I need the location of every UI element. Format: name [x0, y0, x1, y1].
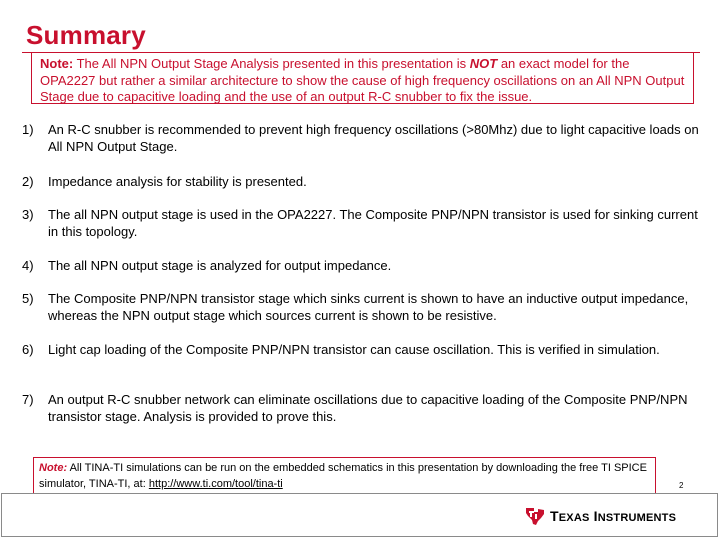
- note-text-part-2: an exact model for the OPA2227 but rather a similar architecture to show the cause of high frequency oscillations on an All NPN Output Stage due to capacitive loading and the use of an output R-C snubber to fix the issue.: [40, 56, 685, 104]
- item-number: 2): [22, 174, 34, 189]
- item-text: An R-C snubber is recommended to prevent high frequency oscillations (>80Mhz) due to light capacitive loads on All NPN Output Stage.: [48, 122, 699, 154]
- note-label: Note:: [40, 56, 74, 71]
- tina-ti-link[interactable]: http://www.ti.com/tool/tina-ti: [148, 478, 283, 490]
- item-number: 4): [22, 258, 34, 273]
- page-title: Summary: [26, 20, 146, 50]
- tina-ti-note: [33, 457, 656, 494]
- note-emphasis: NOT: [469, 56, 498, 71]
- item-number: 7): [22, 392, 34, 407]
- item-number: 1): [22, 122, 34, 137]
- disclaimer-note: [31, 52, 694, 104]
- item-text: An output R-C snubber network can eliminate oscillations due to capacitive loading of the Composite PNP/NPN transistor stage. Analysis is provided to prove this.: [48, 392, 688, 424]
- item-text: The all NPN output stage is analyzed for output impedance.: [48, 258, 392, 273]
- item-number: 6): [22, 342, 34, 357]
- footnote-text: All TINA-TI simulations can be run on the embedded schematics in this presentation by downloading the free TI SPICE simulator, TINA-TI, at:: [39, 462, 647, 490]
- item-text: Light cap loading of the Composite PNP/NPN transistor can cause oscillation. This is verified in simulation.: [48, 342, 660, 357]
- note-text-part-1: The All NPN Output Stage Analysis presented in this presentation is: [76, 56, 467, 71]
- item-number: 3): [22, 207, 34, 222]
- ti-state-icon: [524, 505, 546, 527]
- ti-wordmark: TEXAS INSTRUMENTS: [550, 508, 677, 524]
- footnote-label: Note:: [39, 462, 68, 474]
- item-text: The Composite PNP/NPN transistor stage which sinks current is shown to have an inductive output impedance, whereas the NPN output stage which sources current is shown to be resistive.: [48, 291, 689, 323]
- item-text: The all NPN output stage is used in the OPA2227. The Composite PNP/NPN transistor is used for sinking current in this topology.: [48, 207, 698, 239]
- item-number: 5): [22, 291, 34, 306]
- texas-instruments-logo: [524, 505, 676, 527]
- item-text: Impedance analysis for stability is presented.: [48, 174, 307, 189]
- page-number: 2: [679, 481, 684, 490]
